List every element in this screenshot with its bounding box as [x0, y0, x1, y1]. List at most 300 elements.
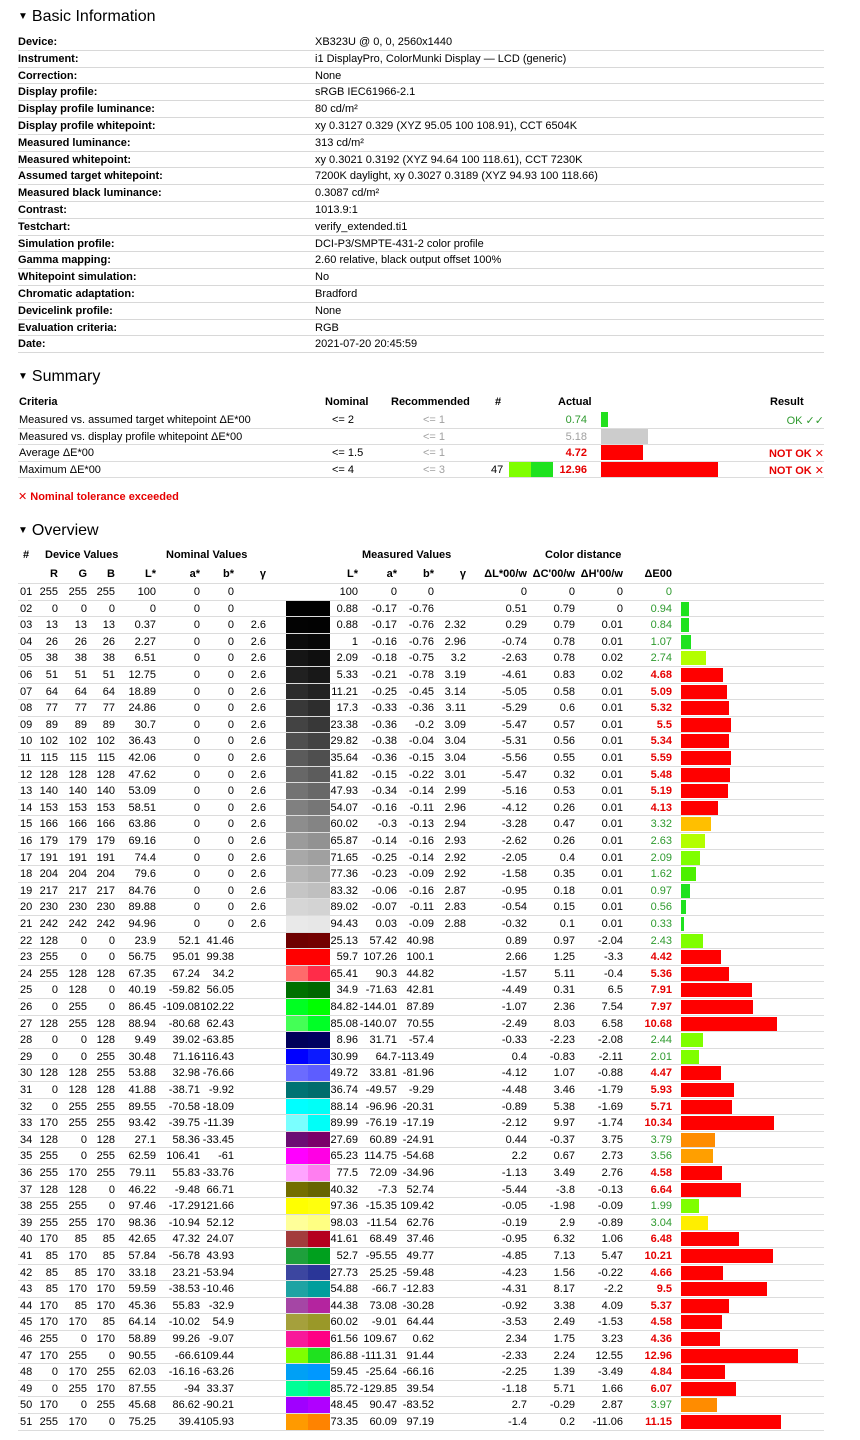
cell-delta-l: -2.63	[501, 652, 527, 665]
cell-measured-gamma: 2.88	[444, 918, 466, 930]
cell-row-num: 35	[20, 1150, 33, 1163]
cell-delta-l: -4.12	[501, 801, 527, 814]
delta-e-bar	[681, 1382, 736, 1396]
table-row	[18, 850, 824, 867]
cell-delta-c: 0.2	[559, 1416, 575, 1428]
delta-e-bar	[681, 1183, 741, 1197]
cell-measured-a: 0	[390, 586, 397, 598]
cell-nominal-a: 86.62	[172, 1399, 200, 1412]
cell-delta-e: 5.59	[650, 752, 672, 764]
cell-delta-c: 3.46	[553, 1084, 575, 1096]
color-swatch-nominal	[286, 816, 308, 832]
cell-nominal-l: 42.65	[128, 1233, 156, 1246]
color-swatch-nominal	[286, 783, 308, 799]
cell-delta-c: 2.24	[553, 1349, 575, 1362]
table-row	[18, 1364, 824, 1381]
info-label: Testchart:	[18, 220, 71, 233]
color-swatch-nominal	[286, 717, 308, 733]
cell-nominal-a: 0	[193, 602, 200, 615]
cell-delta-h: -3.3	[604, 951, 623, 964]
cell-nominal-gamma: 2.6	[250, 635, 266, 648]
cell-device-b: 153	[96, 801, 115, 814]
summary-heading[interactable]	[18, 368, 100, 386]
cell-nominal-b: 0	[227, 752, 234, 764]
cell-row-num: 47	[20, 1349, 33, 1362]
cell-device-b: 179	[96, 835, 115, 847]
cell-delta-c: 7.13	[553, 1250, 575, 1262]
info-value: verify_extended.ti1	[315, 220, 408, 233]
cell-nominal-l: 89.55	[128, 1100, 156, 1113]
cell-delta-h: 0.01	[601, 918, 623, 930]
color-swatch-measured	[308, 1132, 330, 1148]
cell-delta-h: 12.55	[595, 1349, 623, 1362]
cell-device-g: 89	[74, 718, 87, 731]
cell-device-r: 0	[51, 1050, 58, 1063]
cell-device-g: 242	[68, 918, 87, 930]
cell-nominal-a: 99.26	[172, 1333, 200, 1345]
cell-measured-gamma: 3.04	[444, 752, 466, 764]
cell-device-b: 204	[96, 868, 115, 881]
color-swatch-nominal	[286, 733, 308, 749]
cell-delta-e: 0.33	[650, 918, 672, 930]
cell-delta-c: 6.32	[553, 1233, 575, 1246]
cell-device-b: 170	[96, 1382, 115, 1395]
color-swatch-measured	[308, 1298, 330, 1314]
cell-nominal-a: 55.83	[172, 1167, 200, 1179]
table-row	[18, 1165, 824, 1182]
info-label: Device:	[18, 36, 58, 48]
cell-delta-e: 1.99	[650, 1200, 672, 1213]
table-row	[18, 1231, 824, 1248]
overview-title: Overview	[31, 522, 99, 539]
cell-delta-e: 3.32	[650, 818, 672, 831]
info-value: xy 0.3021 0.3192 (XYZ 94.64 100 118.61), CCT 7230K	[315, 153, 583, 166]
cell-nominal-gamma: 2.6	[250, 851, 266, 864]
cell-device-r: 0	[51, 602, 58, 615]
cell-measured-a: -140.07	[359, 1017, 397, 1030]
cell-delta-l: -0.92	[501, 1299, 527, 1312]
color-swatch-nominal	[286, 1248, 308, 1264]
color-swatch-nominal	[286, 899, 308, 915]
cell-measured-b: -0.14	[408, 851, 434, 864]
cell-row-num: 06	[20, 669, 33, 681]
table-row	[18, 750, 824, 767]
cell-row-num: 40	[20, 1233, 33, 1246]
overview-heading[interactable]	[18, 522, 99, 540]
cell-measured-b: -34.96	[402, 1167, 434, 1179]
cell-delta-l: -5.05	[501, 685, 527, 698]
info-value: XB323U @ 0, 0, 2560x1440	[315, 36, 453, 48]
summary-result: NOT OK ✕	[768, 464, 824, 477]
cell-delta-h: 0.01	[601, 718, 623, 731]
color-swatch-measured	[308, 800, 330, 816]
cell-row-num: 33	[20, 1117, 33, 1130]
cell-device-r: 128	[39, 768, 58, 781]
cell-measured-b: 0.62	[412, 1333, 434, 1345]
cell-measured-a: -0.16	[371, 801, 397, 814]
cell-measured-b: 39.54	[406, 1382, 434, 1395]
cell-device-b: 242	[96, 918, 115, 930]
table-row	[18, 1182, 824, 1199]
cell-device-b: 140	[96, 785, 115, 798]
cell-nominal-a: -59.82	[168, 984, 200, 997]
cell-delta-e: 2.63	[650, 835, 672, 847]
cell-device-b: 128	[96, 1133, 115, 1146]
color-swatch-measured	[308, 1364, 330, 1380]
cell-delta-c: 0.78	[553, 652, 575, 665]
cell-device-r: 166	[39, 818, 58, 831]
cell-delta-l: -4.48	[501, 1084, 527, 1096]
cell-device-g: 255	[68, 1349, 87, 1362]
color-swatch-nominal	[286, 850, 308, 866]
cell-measured-l: 8.96	[336, 1034, 358, 1047]
cell-measured-a: -0.21	[371, 669, 397, 681]
table-row	[18, 1414, 824, 1431]
cell-device-r: 255	[39, 1167, 58, 1179]
cell-delta-h: 2.76	[601, 1167, 623, 1179]
cell-nominal-l: 27.1	[134, 1133, 156, 1146]
info-label: Whitepoint simulation:	[18, 271, 137, 284]
cell-device-b: 170	[96, 1299, 115, 1312]
cell-measured-l: 77.5	[336, 1167, 358, 1179]
cell-delta-h: -2.04	[597, 934, 623, 947]
cell-delta-e: 7.97	[650, 1001, 672, 1013]
col-header-nominal-b: b*	[223, 568, 234, 580]
cell-measured-b: -0.76	[408, 619, 434, 632]
cell-device-r: 89	[45, 718, 58, 731]
info-label: Measured whitepoint:	[18, 153, 132, 166]
cell-measured-l: 71.65	[330, 851, 358, 864]
cell-delta-e: 5.19	[650, 785, 672, 798]
cell-measured-gamma: 2.92	[444, 868, 466, 881]
cell-measured-a: -15.35	[365, 1200, 397, 1213]
cell-measured-gamma: 2.93	[444, 835, 466, 847]
cell-device-b: 13	[102, 619, 115, 632]
cell-delta-l: 0.89	[505, 934, 527, 947]
cell-delta-e: 5.5	[656, 718, 672, 731]
cell-nominal-b: 0	[227, 619, 234, 632]
cell-delta-h: 5.47	[601, 1250, 623, 1262]
cell-nominal-a: 0	[193, 718, 200, 731]
cell-delta-l: -0.89	[501, 1100, 527, 1113]
cell-device-b: 170	[96, 1266, 115, 1279]
info-row	[18, 135, 824, 152]
cell-device-b: 170	[96, 1283, 115, 1296]
cell-device-b: 255	[96, 1167, 115, 1179]
cell-delta-e: 2.09	[650, 851, 672, 864]
color-swatch-measured	[308, 684, 330, 700]
cell-nominal-l: 45.36	[128, 1299, 156, 1312]
cell-delta-e: 1.62	[650, 868, 672, 881]
cell-device-b: 115	[97, 752, 115, 764]
cell-delta-l: -0.95	[501, 1233, 527, 1246]
cell-nominal-l: 6.51	[134, 652, 156, 665]
color-swatch-nominal	[286, 966, 308, 982]
cell-delta-c: 8.03	[553, 1017, 575, 1030]
cell-measured-b: -0.15	[408, 752, 434, 764]
cell-measured-b: 91.44	[406, 1349, 434, 1362]
cell-device-b: 0	[108, 1001, 115, 1013]
cell-nominal-l: 36.43	[128, 735, 156, 748]
cell-delta-e: 0.56	[650, 901, 672, 914]
cell-measured-gamma: 3.14	[444, 685, 466, 698]
cell-device-g: 13	[74, 619, 87, 632]
cell-measured-l: 84.82	[330, 1001, 358, 1013]
cell-nominal-b: 0	[227, 801, 234, 814]
cell-row-num: 11	[20, 752, 32, 764]
cell-measured-a: 73.08	[369, 1299, 397, 1312]
color-swatch-measured	[308, 850, 330, 866]
cell-measured-b: -30.28	[402, 1299, 434, 1312]
color-swatch-nominal	[286, 1414, 308, 1430]
cell-device-g: 170	[68, 1250, 87, 1262]
basic-info-heading[interactable]	[18, 8, 156, 26]
cell-measured-a: -76.19	[365, 1117, 397, 1130]
color-swatch-nominal	[286, 1165, 308, 1181]
cell-measured-gamma: 3.2	[450, 652, 466, 665]
cell-device-b: 255	[96, 586, 115, 598]
collapse-triangle-icon[interactable]: ▼	[18, 11, 28, 22]
cell-delta-c: 0.57	[553, 718, 575, 731]
collapse-triangle-icon[interactable]: ▼	[18, 371, 28, 382]
cell-row-num: 34	[20, 1133, 33, 1146]
cell-delta-l: -5.47	[501, 768, 527, 781]
delta-e-bar	[681, 635, 691, 649]
cell-delta-e: 4.58	[650, 1316, 672, 1329]
cell-delta-l: -0.19	[501, 1216, 527, 1229]
cell-measured-gamma: 3.09	[444, 718, 466, 731]
delta-e-bar	[681, 1266, 723, 1280]
cell-delta-h: -0.4	[604, 967, 623, 980]
cell-delta-e: 2.74	[650, 652, 672, 665]
color-swatch-measured	[308, 866, 330, 882]
cell-measured-l: 30.99	[330, 1050, 358, 1063]
table-row	[18, 883, 824, 900]
table-row	[18, 866, 824, 883]
cell-nominal-gamma: 2.6	[250, 801, 266, 814]
color-swatch-nominal	[286, 584, 308, 600]
table-row	[18, 650, 824, 667]
cell-delta-c: 1.56	[553, 1266, 575, 1279]
info-label: Devicelink profile:	[18, 304, 113, 317]
cell-row-num: 24	[20, 967, 33, 980]
cell-delta-l: -4.23	[501, 1266, 527, 1279]
summary-actual: 4.72	[565, 447, 587, 459]
cell-device-r: 0	[51, 1001, 58, 1013]
color-swatch-measured	[308, 783, 330, 799]
cell-measured-l: 49.72	[330, 1067, 358, 1080]
cell-nominal-b: 0	[227, 768, 234, 781]
cell-nominal-l: 0.37	[134, 619, 156, 632]
cell-measured-l: 2.09	[336, 652, 358, 665]
info-label: Gamma mapping:	[18, 254, 111, 267]
cell-row-num: 48	[20, 1366, 33, 1379]
cell-nominal-b: 0	[227, 652, 234, 665]
cell-delta-l: -4.31	[501, 1283, 527, 1296]
cell-delta-h: 0.01	[601, 635, 623, 648]
cell-row-num: 16	[20, 835, 33, 847]
delta-e-bar	[681, 1100, 732, 1114]
cell-measured-a: 0.03	[375, 918, 397, 930]
delta-e-bar	[681, 1199, 699, 1213]
cell-delta-c: 3.49	[553, 1167, 575, 1179]
cell-device-b: 128	[96, 1084, 115, 1096]
cell-device-g: 153	[68, 801, 87, 814]
cell-delta-c: 2.49	[553, 1316, 575, 1329]
table-row	[18, 717, 824, 734]
cell-delta-l: -2.49	[501, 1017, 527, 1030]
cell-nominal-l: 53.09	[128, 785, 156, 798]
cell-device-b: 0	[108, 951, 115, 964]
cell-measured-b: 87.89	[406, 1001, 434, 1013]
cell-measured-gamma: 3.04	[444, 735, 466, 748]
cell-nominal-l: 62.03	[128, 1366, 156, 1379]
tolerance-warning: ✕ Nominal tolerance exceeded	[18, 491, 179, 503]
cell-device-g: 255	[68, 1117, 87, 1130]
cell-delta-e: 4.13	[650, 801, 672, 814]
cell-delta-h: 0.01	[601, 818, 623, 831]
collapse-triangle-icon[interactable]: ▼	[18, 525, 28, 536]
cell-device-g: 102	[68, 735, 87, 748]
info-row	[18, 202, 824, 219]
cell-nominal-l: 63.86	[128, 818, 156, 831]
info-row	[18, 236, 824, 253]
cell-delta-l: -4.61	[501, 669, 527, 681]
cell-measured-b: -83.52	[402, 1399, 434, 1412]
cell-measured-b: 42.81	[406, 984, 434, 997]
color-swatch-nominal	[286, 667, 308, 683]
delta-e-bar	[681, 1398, 717, 1412]
cell-measured-gamma: 2.92	[444, 851, 466, 864]
cell-delta-c: 0.53	[553, 785, 575, 798]
cell-delta-l: 2.7	[511, 1399, 527, 1412]
delta-e-bar	[681, 1349, 798, 1363]
cell-measured-l: 59.45	[330, 1366, 358, 1379]
table-row	[18, 767, 824, 784]
color-swatch-measured	[308, 1032, 330, 1048]
cell-device-b: 64	[102, 685, 115, 698]
cell-delta-c: 1.25	[553, 951, 575, 964]
cell-nominal-a: 0	[193, 635, 200, 648]
cell-nominal-a: 0	[193, 851, 200, 864]
table-row	[18, 684, 824, 701]
table-row	[18, 1314, 824, 1331]
cell-nominal-a: -94	[184, 1382, 200, 1395]
cell-delta-l: 0.44	[505, 1133, 527, 1146]
cell-measured-b: -0.36	[408, 702, 434, 715]
cell-delta-e: 7.91	[650, 984, 672, 997]
cell-delta-c: 0.26	[553, 801, 575, 814]
delta-e-bar	[681, 867, 696, 881]
cell-row-num: 07	[20, 685, 33, 698]
cell-device-r: 0	[51, 1034, 58, 1047]
summary-criteria: Maximum ΔE*00	[19, 463, 101, 476]
summary-bar	[601, 462, 718, 477]
cell-delta-e: 0.84	[650, 619, 672, 632]
color-swatch-measured	[308, 833, 330, 849]
cell-delta-c: 0.97	[553, 934, 575, 947]
cell-device-g: 128	[68, 1067, 87, 1080]
delta-e-bar	[681, 685, 727, 699]
cell-measured-a: -0.16	[371, 635, 397, 648]
cell-delta-c: 5.38	[553, 1100, 575, 1113]
cell-row-num: 21	[20, 918, 33, 930]
cell-device-b: 0	[108, 1349, 115, 1362]
cell-device-g: 0	[80, 934, 87, 947]
cell-delta-e: 5.36	[650, 967, 672, 980]
overview-group-device: Device Values	[45, 549, 119, 561]
cell-measured-a: -0.14	[371, 835, 397, 847]
cell-nominal-b: -63.26	[202, 1366, 234, 1379]
cell-measured-l: 60.02	[330, 1316, 358, 1329]
cell-measured-gamma: 2.83	[444, 901, 466, 914]
cell-delta-c: 1.07	[553, 1067, 575, 1080]
table-row	[18, 916, 824, 933]
color-swatch-measured	[308, 999, 330, 1015]
cell-nominal-b: -33.45	[202, 1133, 234, 1146]
cell-device-g: 191	[68, 851, 87, 864]
color-swatch-nominal	[286, 650, 308, 666]
cell-device-g: 0	[80, 1333, 87, 1345]
cell-nominal-b: -53.94	[202, 1266, 234, 1279]
summary-col-result: Result	[770, 396, 804, 408]
summary-col-actual: Actual	[558, 396, 592, 408]
cell-device-g: 38	[74, 652, 87, 665]
color-swatch-nominal	[286, 1265, 308, 1281]
cell-device-g: 64	[74, 685, 87, 698]
cell-row-num: 28	[20, 1034, 33, 1047]
summary-col-num: #	[495, 396, 502, 408]
cell-measured-b: -0.13	[408, 818, 434, 831]
delta-e-bar	[681, 1133, 715, 1147]
cell-nominal-a: 0	[193, 669, 200, 681]
summary-num: 47	[491, 463, 504, 476]
cell-nominal-gamma: 2.6	[250, 619, 266, 632]
cell-device-r: 128	[39, 1067, 58, 1080]
cell-delta-h: -1.74	[597, 1117, 623, 1130]
info-value: 2.60 relative, black output offset 100%	[315, 254, 502, 267]
cell-measured-b: -0.14	[408, 785, 434, 798]
cell-measured-l: 52.7	[336, 1250, 358, 1262]
cell-nominal-l: 46.22	[128, 1183, 156, 1196]
info-value: 1013.9:1	[315, 204, 358, 216]
delta-e-bar	[681, 1315, 722, 1329]
cell-nominal-a: 0	[193, 918, 200, 930]
cell-delta-c: 5.71	[553, 1382, 575, 1395]
cell-device-b: 77	[102, 702, 115, 715]
color-swatch-nominal	[286, 1148, 308, 1164]
cell-nominal-b: 0	[227, 884, 234, 897]
color-swatch-nominal	[286, 1065, 308, 1081]
cell-delta-l: -5.29	[501, 702, 527, 715]
table-row	[18, 1265, 824, 1282]
cell-measured-l: 40.32	[330, 1183, 358, 1196]
cell-measured-a: 114.75	[364, 1150, 397, 1163]
info-row	[18, 118, 824, 135]
cell-nominal-gamma: 2.6	[250, 652, 266, 665]
cell-device-g: 170	[68, 1316, 87, 1329]
color-swatch-measured	[308, 667, 330, 683]
summary-title: Summary	[31, 368, 101, 385]
cell-nominal-a: -17.29	[168, 1200, 200, 1213]
cell-measured-b: -0.45	[408, 685, 434, 698]
cell-device-r: 217	[39, 884, 58, 897]
summary-header-row	[18, 396, 824, 412]
cell-measured-l: 85.72	[330, 1382, 358, 1395]
cell-measured-l: 47.93	[330, 785, 358, 798]
table-row	[18, 667, 824, 684]
cell-nominal-b: 99.38	[206, 951, 234, 964]
